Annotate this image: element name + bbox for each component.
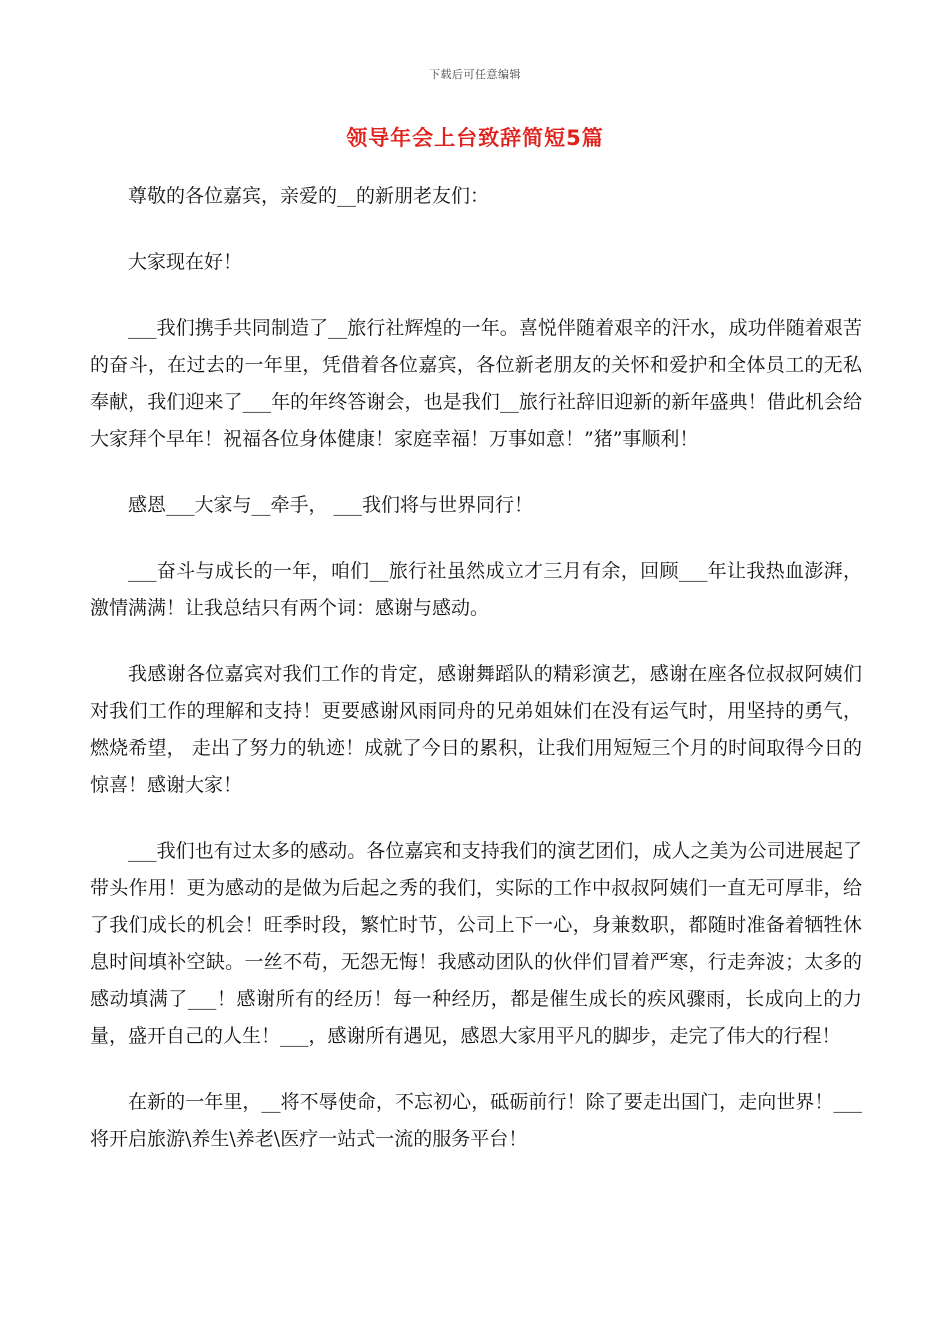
body-paragraph: ___奋斗与成长的一年，咱们__旅行社虽然成立才三月有余，回顾___年让我热血澎湃，激情满满！让我总结只有两个词：感谢与感动。: [90, 560, 862, 619]
salutation-paragraph: 大家现在好！: [128, 251, 243, 273]
body-paragraph: ___我们也有过太多的感动。各位嘉宾和支持我们的演艺团们，成人之美为公司进展起了带头作用！更为感动的是做为后起之秀的我们，实际的工作中叔叔阿姨们一直无可厚非，给了我们成长的机会！旺季时段，繁忙时节，公司上下一心，身兼数职，都随时准备着牺牲休息时间填补空缺。一丝不苟，无怨无悔！我感动团队的伙伴们冒着严寒，行走奔波；太多的感动填满了___！感谢所有的经历！每一种经历，都是催生成长的疾风骤雨，长成向上的力量，盛开自己的人生！___，感谢所有遇见，感恩大家用平凡的脚步，走完了伟大的行程！: [90, 840, 862, 1047]
body-paragraph: 我感谢各位嘉宾对我们工作的肯定，感谢舞蹈队的精彩演艺，感谢在座各位叔叔阿姨们对我们工作的理解和支持！更要感谢风雨同舟的兄弟姐妹们在没有运气时，用坚持的勇气，燃烧希望， 走出了努力的轨迹！成就了今日的累积，让我们用短短三个月的时间取得今日的惊喜！感谢大家！: [90, 663, 862, 796]
document-body: [90, 178, 862, 1187]
body-paragraph: 感恩___大家与__牵手， ___我们将与世界同行！: [128, 494, 534, 516]
body-paragraph: ___我们携手共同制造了__旅行社辉煌的一年。喜悦伴随着艰辛的汗水，成功伴随着艰苦的奋斗，在过去的一年里，凭借着各位嘉宾，各位新老朋友的关怀和爱护和全体员工的无私奉献，我们迎来了___年的年终答谢会，也是我们__旅行社辞旧迎新的新年盛典！借此机会给大家拜个早年！祝福各位身体健康！家庭幸福！万事如意！”猪”事顺利！: [90, 317, 862, 450]
greeting-paragraph: 尊敬的各位嘉宾，亲爱的__的新朋老友们：: [128, 185, 490, 207]
header-note: 下载后可任意编辑: [429, 68, 521, 81]
body-paragraph: 在新的一年里，__将不辱使命，不忘初心，砥砺前行！除了要走出国门，走向世界！___将开启旅游\养生\养老\医疗一站式一流的服务平台！: [90, 1091, 862, 1150]
document-title: 领导年会上台致辞简短5篇: [346, 126, 604, 150]
